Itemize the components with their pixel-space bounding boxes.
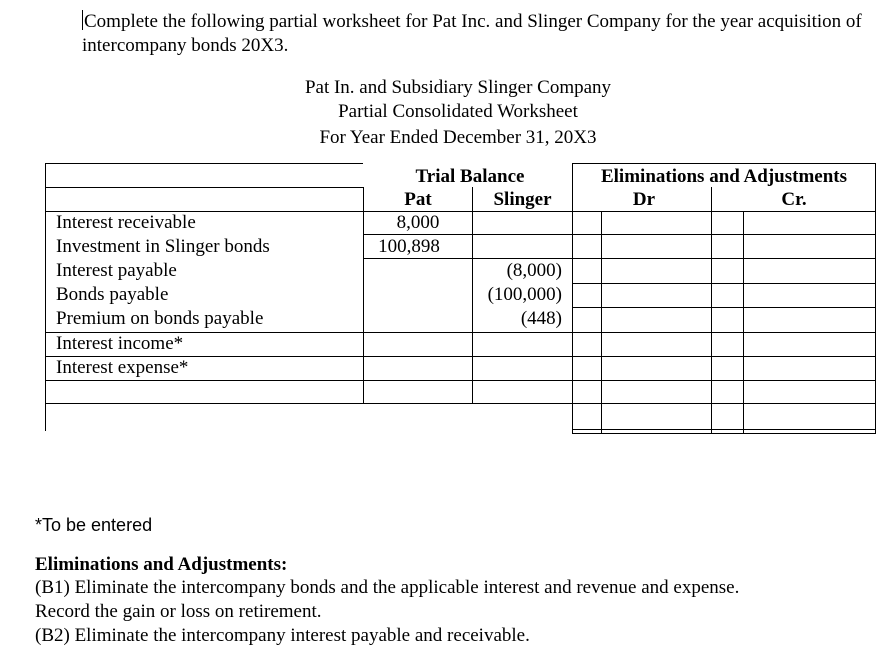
worksheet-title-company: Pat In. and Subsidiary Slinger Company (304, 77, 612, 98)
slinger-premium-bonds: (448) (520, 308, 562, 329)
slinger-bonds-payable: (100,000) (487, 284, 562, 305)
column-header-cr: Cr. (781, 189, 807, 210)
worksheet-title-period: For Year Ended December 31, 20X3 (319, 127, 597, 148)
elimination-b1-continued: Record the gain or loss on retirement. (35, 601, 322, 622)
eliminations-list (35, 576, 865, 648)
instructions-text: Complete the following partial worksheet for Pat Inc. and Slinger Company for the year acquisition of intercompany bonds 20X3. (82, 11, 862, 56)
pat-investment-bonds: 100,898 (378, 236, 440, 257)
row-label-interest-expense: Interest expense* (56, 357, 189, 378)
footnote: *To be entered (35, 515, 153, 535)
column-header-slinger: Slinger (493, 189, 552, 210)
row-label-investment-bonds: Investment in Slinger bonds (56, 236, 270, 257)
header-eliminations: Eliminations and Adjustments (600, 166, 847, 187)
slinger-interest-payable: (8,000) (506, 260, 562, 281)
row-label-interest-payable: Interest payable (56, 260, 177, 281)
row-label-interest-receivable: Interest receivable (56, 212, 196, 233)
column-header-pat: Pat (404, 189, 432, 210)
row-label-premium-bonds: Premium on bonds payable (56, 308, 264, 329)
row-label-interest-income: Interest income* (56, 333, 184, 354)
worksheet-title-name: Partial Consolidated Worksheet (338, 101, 578, 122)
elimination-b2: (B2) Eliminate the intercompany interest payable and receivable. (35, 625, 530, 646)
column-header-dr: Dr (632, 189, 656, 210)
row-label-bonds-payable: Bonds payable (56, 284, 169, 305)
pat-interest-receivable: 8,000 (396, 212, 440, 233)
elimination-b1: (B1) Eliminate the intercompany bonds and the applicable interest and revenue and expense. (35, 577, 740, 598)
eliminations-heading: Eliminations and Adjustments: (35, 554, 288, 575)
header-trial-balance: Trial Balance (415, 166, 525, 187)
